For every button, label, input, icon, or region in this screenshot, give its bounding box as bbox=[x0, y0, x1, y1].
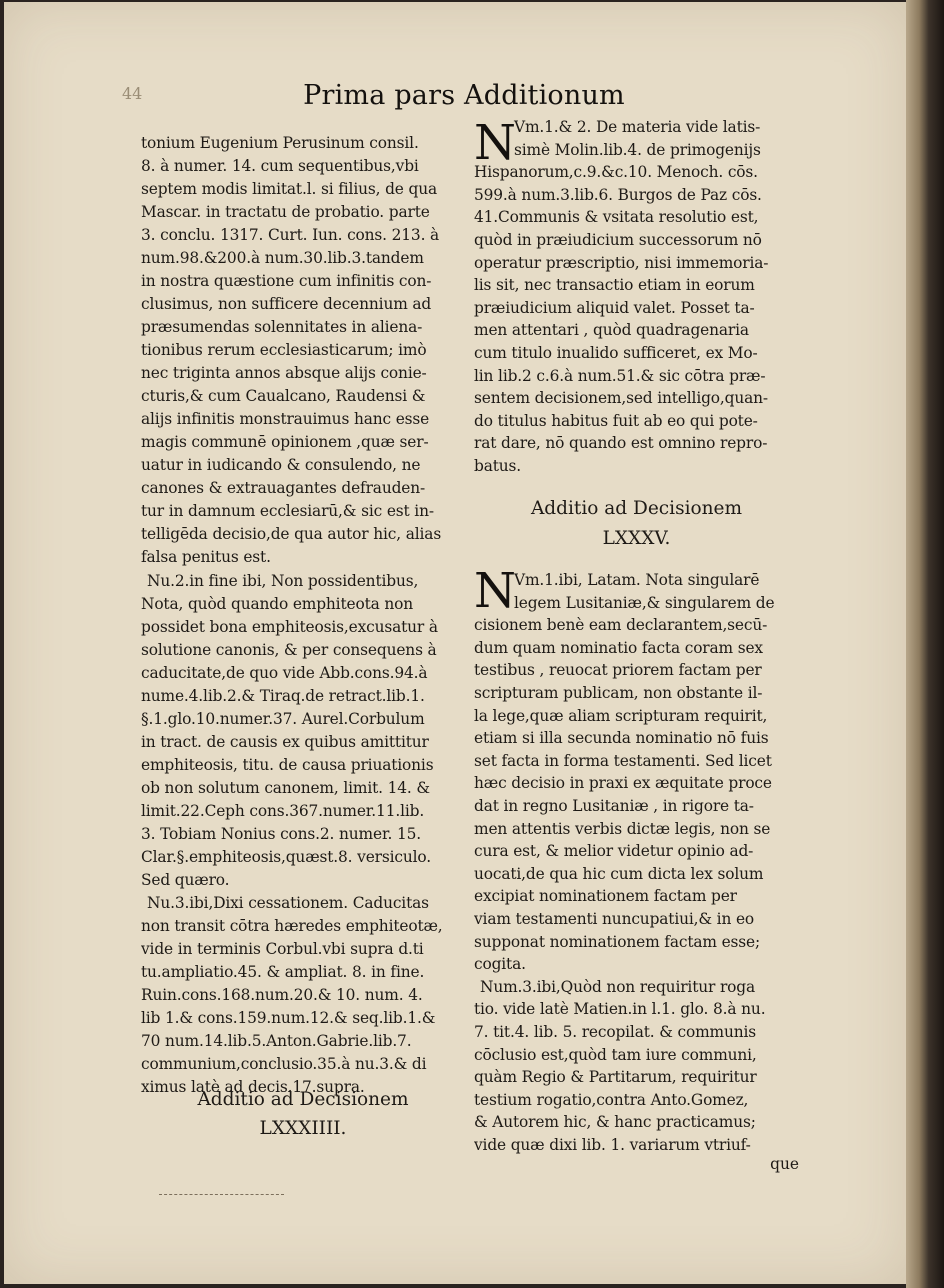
text-line: 70 num.14.lib.5.Anton.Gabrie.lib.7. bbox=[141, 1032, 412, 1050]
text-line: in tract. de causis ex quibus amittitur bbox=[141, 733, 429, 751]
text-line: la lege,quæ aliam scripturam requirit, bbox=[474, 707, 768, 725]
text-line: nume.4.lib.2.& Tiraq.de retract.lib.1. bbox=[141, 687, 425, 705]
text-line: communium,conclusio.35.à nu.3.& di bbox=[141, 1055, 427, 1073]
text-line: præsumendas solennitates in aliena- bbox=[141, 318, 423, 336]
text-line: telligēda decisio,de qua autor hic, alias bbox=[141, 525, 442, 543]
section-title: Additio ad Decisionem bbox=[197, 1089, 409, 1110]
text-line: set facta in forma testamenti. Sed licet bbox=[474, 752, 772, 770]
text-line: 3. Tobiam Nonius cons.2. numer. 15. bbox=[141, 825, 421, 843]
text-line: falsa penitus est. bbox=[141, 548, 271, 566]
right-column bbox=[474, 2, 799, 1284]
text-line: 599.à num.3.lib.6. Burgos de Paz cōs. bbox=[474, 186, 762, 204]
text-line: septem modis limitat.l. si filius, de qua bbox=[141, 180, 437, 198]
text-line: Num.3.ibi,Quòd non requiritur roga bbox=[480, 978, 755, 996]
text-line: caducitate,de quo vide Abb.cons.94.à bbox=[141, 664, 428, 682]
text-line: men attentari , quòd quadragenaria bbox=[474, 321, 749, 339]
drop-cap-initial: N bbox=[474, 115, 516, 171]
text-line: 3. conclu. 1317. Curt. Iun. cons. 213. à bbox=[141, 226, 440, 244]
text-line: ob non solutum canonem, limit. 14. & bbox=[141, 779, 430, 797]
text-line: magis communē opinionem ,quæ ser- bbox=[141, 433, 429, 451]
text-line: Clar.§.emphiteosis,quæst.8. versiculo. bbox=[141, 848, 431, 866]
text-line: testium rogatio,contra Anto.Gomez, bbox=[474, 1091, 749, 1109]
text-line: vide quæ dixi lib. 1. variarum vtriuf- bbox=[474, 1136, 751, 1154]
margin-scribble bbox=[159, 1188, 284, 1195]
text-line: Vm.1.ibi, Latam. Nota singularē bbox=[514, 571, 760, 589]
section-title: Additio ad Decisionem bbox=[530, 498, 743, 519]
text-line: scripturam publicam, non obstante il- bbox=[474, 684, 763, 702]
text-line: cura est, & melior videtur opinio ad- bbox=[474, 842, 754, 860]
text-line: tur in damnum ecclesiarū,& sic est in- bbox=[141, 502, 434, 520]
text-line: tio. vide latè Matien.in l.1. glo. 8.à nu. bbox=[474, 1000, 766, 1018]
text-line: tionibus rerum ecclesiasticarum; imò bbox=[141, 341, 427, 359]
page-number-mark: 44 bbox=[122, 84, 143, 103]
text-line: possidet bona emphiteosis,excusatur à bbox=[141, 618, 438, 636]
text-line: uocati,de qua hic cum dicta lex solum bbox=[474, 865, 764, 883]
text-line: dat in regno Lusitaniæ , in rigore ta- bbox=[474, 797, 754, 815]
text-line: etiam si illa secunda nominatio nō fuis bbox=[474, 729, 769, 747]
text-line: tu.ampliatio.45. & ampliat. 8. in fine. bbox=[141, 963, 425, 981]
text-line: ximus latè ad decis.17.supra. bbox=[141, 1078, 365, 1096]
text-line: Nu.2.in fine ibi, Non possidentibus, bbox=[147, 572, 419, 590]
text-line: nec triginta annos absque alijs conie- bbox=[141, 364, 427, 382]
book-binding bbox=[906, 0, 944, 1288]
section-title-number: LXXXV. bbox=[602, 528, 671, 549]
text-line: legem Lusitaniæ,& singularem de bbox=[514, 594, 775, 612]
text-line: men attentis verbis dictæ legis, non se bbox=[474, 820, 771, 838]
text-line: Vm.1.& 2. De materia vide latis- bbox=[514, 118, 761, 136]
text-line: tonium Eugenium Perusinum consil. bbox=[141, 134, 419, 152]
text-line: Nota, quòd quando emphiteota non bbox=[141, 595, 414, 613]
text-line: 8. à numer. 14. cum sequentibus,vbi bbox=[141, 157, 419, 175]
text-line: Sed quæro. bbox=[141, 871, 230, 889]
text-line: lis sit, nec transactio etiam in eorum bbox=[474, 276, 755, 294]
text-line: operatur præscriptio, nisi immemoria- bbox=[474, 254, 769, 272]
text-line: dum quam nominatio facta coram sex bbox=[474, 639, 763, 657]
text-line: sentem decisionem,sed intelligo,quan- bbox=[474, 389, 768, 407]
text-line: solutione canonis, & per consequens à bbox=[141, 641, 437, 659]
text-line: §.1.glo.10.numer.37. Aurel.Corbulum bbox=[141, 710, 425, 728]
text-line: clusimus, non sufficere decennium ad bbox=[141, 295, 432, 313]
text-line: rat dare, nō quando est omnino repro- bbox=[474, 434, 768, 452]
text-line: limit.22.Ceph cons.367.numer.11.lib. bbox=[141, 802, 425, 820]
running-header: Prima pars Additionum bbox=[303, 80, 625, 111]
text-line: do titulus habitus fuit ab eo qui pote- bbox=[474, 412, 758, 430]
text-line: præiudicium aliquid valet. Posset ta- bbox=[474, 299, 755, 317]
section-title-number: LXXXIIII. bbox=[259, 1118, 347, 1139]
text-line: alijs infinitis monstrauimus hanc esse bbox=[141, 410, 430, 428]
text-line: num.98.&200.à num.30.lib.3.tandem bbox=[141, 249, 424, 267]
text-line: 41.Communis & vsitata resolutio est, bbox=[474, 208, 759, 226]
text-line: Hispanorum,c.9.&c.10. Menoch. cōs. bbox=[474, 163, 758, 181]
text-line: lib 1.& cons.159.num.12.& seq.lib.1.& bbox=[141, 1009, 436, 1027]
text-line: simè Molin.lib.4. de primogenijs bbox=[514, 141, 761, 159]
text-line: 7. tit.4. lib. 5. recopilat. & communis bbox=[474, 1023, 757, 1041]
text-line: non transit cōtra hæredes emphiteotæ, bbox=[141, 917, 443, 935]
text-line: uatur in iudicando & consulendo, ne bbox=[141, 456, 421, 474]
text-line: excipiat nominationem factam per bbox=[474, 887, 737, 905]
text-line: batus. bbox=[474, 457, 522, 475]
text-line: cturis,& cum Caualcano, Raudensi & bbox=[141, 387, 426, 405]
left-column bbox=[141, 2, 465, 1284]
text-line: quàm Regio & Partitarum, requiritur bbox=[474, 1068, 757, 1086]
catchword: que bbox=[770, 1155, 799, 1173]
text-line: vide in terminis Corbul.vbi supra d.ti bbox=[141, 940, 424, 958]
text-line: cogita. bbox=[474, 955, 526, 973]
text-line: & Autorem hic, & hanc practicamus; bbox=[474, 1113, 756, 1131]
text-line: cisionem benè eam declarantem,secū- bbox=[474, 616, 768, 634]
text-line: quòd in præiudicium successorum nō bbox=[474, 231, 762, 249]
text-line: Ruin.cons.168.num.20.& 10. num. 4. bbox=[141, 986, 423, 1004]
text-line: cōclusio est,quòd tam iure communi, bbox=[474, 1046, 757, 1064]
text-line: supponat nominationem factam esse; bbox=[474, 933, 761, 951]
text-line: in nostra quæstione cum infinitis con- bbox=[141, 272, 432, 290]
text-line: Nu.3.ibi,Dixi cessationem. Caducitas bbox=[147, 894, 429, 912]
text-line: hæc decisio in praxi ex æquitate proce bbox=[474, 774, 772, 792]
text-line: canones & extrauagantes defrauden- bbox=[141, 479, 426, 497]
text-line: testibus , reuocat priorem factam per bbox=[474, 661, 762, 679]
text-line: Mascar. in tractatu de probatio. parte bbox=[141, 203, 430, 221]
text-line: emphiteosis, titu. de causa priuationis bbox=[141, 756, 434, 774]
text-line: cum titulo inualido sufficeret, ex Mo- bbox=[474, 344, 758, 362]
text-line: viam testamenti nuncupatiui,& in eo bbox=[474, 910, 755, 928]
book-page bbox=[4, 2, 906, 1284]
drop-cap-initial: N bbox=[474, 563, 516, 619]
text-line: lin lib.2 c.6.à num.51.& sic cōtra præ- bbox=[474, 367, 766, 385]
